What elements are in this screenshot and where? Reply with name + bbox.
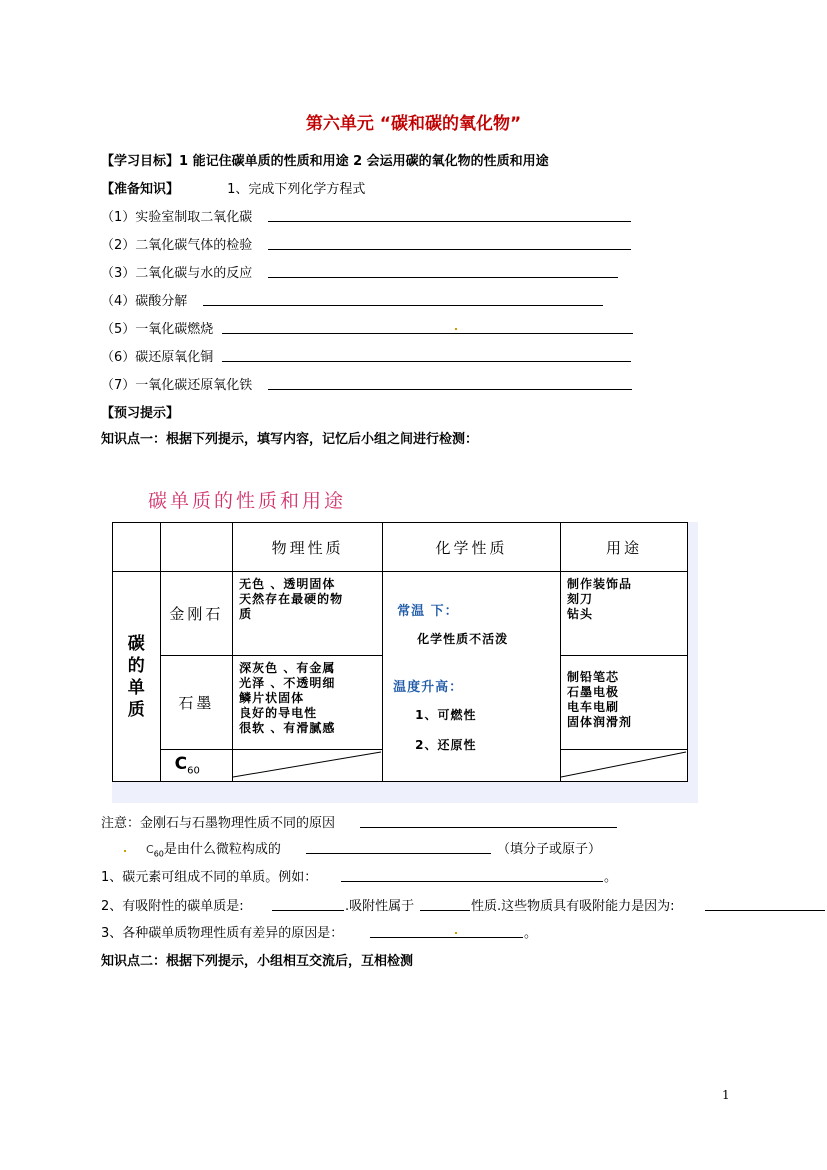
speck <box>455 932 457 934</box>
carbon-properties-table <box>112 522 688 782</box>
equation-1: （1）实验室制取二氧化碳 <box>101 210 253 225</box>
row-name-c60: $C_{60}$ <box>160 750 233 782</box>
diagonal-line <box>233 750 382 778</box>
normal-temp-text: 化学性质不活泼 <box>417 632 509 646</box>
group-label-carbon-allotropes: 碳 的 单 质 <box>113 572 161 782</box>
equation-7: （7）一氧化碳还原氧化铁 <box>101 378 253 393</box>
page-number: 1 <box>722 1088 730 1102</box>
row-name-graphite: 石墨 <box>160 656 233 750</box>
high-temp-label: 温度升高： <box>393 680 464 695</box>
question-2-blank-2[interactable] <box>420 910 470 911</box>
speck <box>124 850 126 852</box>
question-3: 3、各种碳单质物理性质有差异的原因是： <box>101 926 344 941</box>
question-2-a: 2、有吸附性的碳单质是: <box>101 899 244 914</box>
equation-3-blank[interactable] <box>268 277 618 278</box>
equation-4: （4）碳酸分解 <box>101 294 188 309</box>
prep-label: 【准备知识】 <box>101 182 180 197</box>
question-1-blank[interactable] <box>341 881 603 882</box>
equation-2-blank[interactable] <box>268 249 631 250</box>
equation-5: （5）一氧化碳燃烧 <box>101 322 214 337</box>
question-2-b: .吸附性属于 <box>345 899 415 914</box>
prep-line <box>101 178 365 197</box>
equation-4-blank[interactable] <box>203 305 603 306</box>
equation-6: （6）碳还原氧化铜 <box>101 350 214 365</box>
equation-2: （2）二氧化碳气体的检验 <box>101 238 253 253</box>
diamond-physical: 无色 、透明固体 天然存在最硬的物 质 <box>233 572 383 656</box>
question-2-c: 性质.这些物质具有吸附能力是因为: <box>471 899 675 914</box>
header-chemical: 化学性质 <box>383 523 561 572</box>
table-title: 碳单质的性质和用途 <box>148 490 347 512</box>
c60-uses-empty <box>560 750 687 782</box>
graphite-uses: 制铅笔芯 石墨电极 电车电刷 固体润滑剂 <box>560 656 687 750</box>
chemical-properties-cell <box>383 572 561 782</box>
diamond-uses: 制作装饰品 刻刀 钻头 <box>560 572 687 656</box>
question-3-end: 。 <box>524 926 538 941</box>
note-blank[interactable] <box>360 827 617 828</box>
carbon-properties-table-bg <box>112 522 698 803</box>
objectives-label: 【学习目标】 <box>101 154 180 169</box>
combustibility: 1、可燃性 <box>415 708 477 722</box>
page-title: 第六单元 “碳和碳的氧化物” <box>305 114 522 134</box>
equation-5-blank[interactable] <box>222 333 633 334</box>
reducibility: 2、还原性 <box>415 738 477 752</box>
question-3-blank[interactable] <box>370 937 523 938</box>
preview-label: 【预习提示】 <box>101 406 180 421</box>
normal-temp-label: 常温 下： <box>397 604 459 619</box>
speck <box>455 328 457 330</box>
note-diamond-graphite: 注意：金刚石与石墨物理性质不同的原因 <box>101 816 336 831</box>
equation-1-blank[interactable] <box>268 221 631 222</box>
objectives-text: 1 能记住碳单质的性质和用途 2 会运用碳的氧化物的性质和用途 <box>179 154 549 169</box>
diagonal-line <box>561 750 687 778</box>
equation-3: （3）二氧化碳与水的反应 <box>101 266 253 281</box>
header-blank-2 <box>160 523 233 572</box>
header-blank-1 <box>113 523 161 572</box>
question-2-blank-1[interactable] <box>272 910 344 911</box>
knowledge-point-1: 知识点一：根据下列提示，填写内容，记忆后小组之间进行检测： <box>101 432 479 447</box>
question-2-blank-3[interactable] <box>705 910 825 911</box>
row-name-diamond: 金刚石 <box>160 572 233 656</box>
equation-7-blank[interactable] <box>268 389 632 390</box>
c60-question: $C_{60}$是由什么微粒构成的 <box>146 842 281 859</box>
equation-6-blank[interactable] <box>222 361 631 362</box>
objectives-line <box>101 150 549 169</box>
header-uses: 用途 <box>560 523 687 572</box>
header-physical: 物理性质 <box>233 523 383 572</box>
graphite-physical: 深灰色 、有金属 光泽 、不透明细 鳞片状固体 良好的导电性 很软 、有滑腻感 <box>233 656 383 750</box>
question-1: 1、碳元素可组成不同的单质。例如： <box>101 870 318 885</box>
c60-hint: （填分子或原子） <box>497 842 602 857</box>
question-1-end: 。 <box>604 870 618 885</box>
c60-blank[interactable] <box>306 853 491 854</box>
knowledge-point-2: 知识点二：根据下列提示，小组相互交流后，互相检测 <box>101 954 414 969</box>
c60-physical-empty <box>233 750 383 782</box>
prep-text: 1、完成下列化学方程式 <box>227 182 366 197</box>
